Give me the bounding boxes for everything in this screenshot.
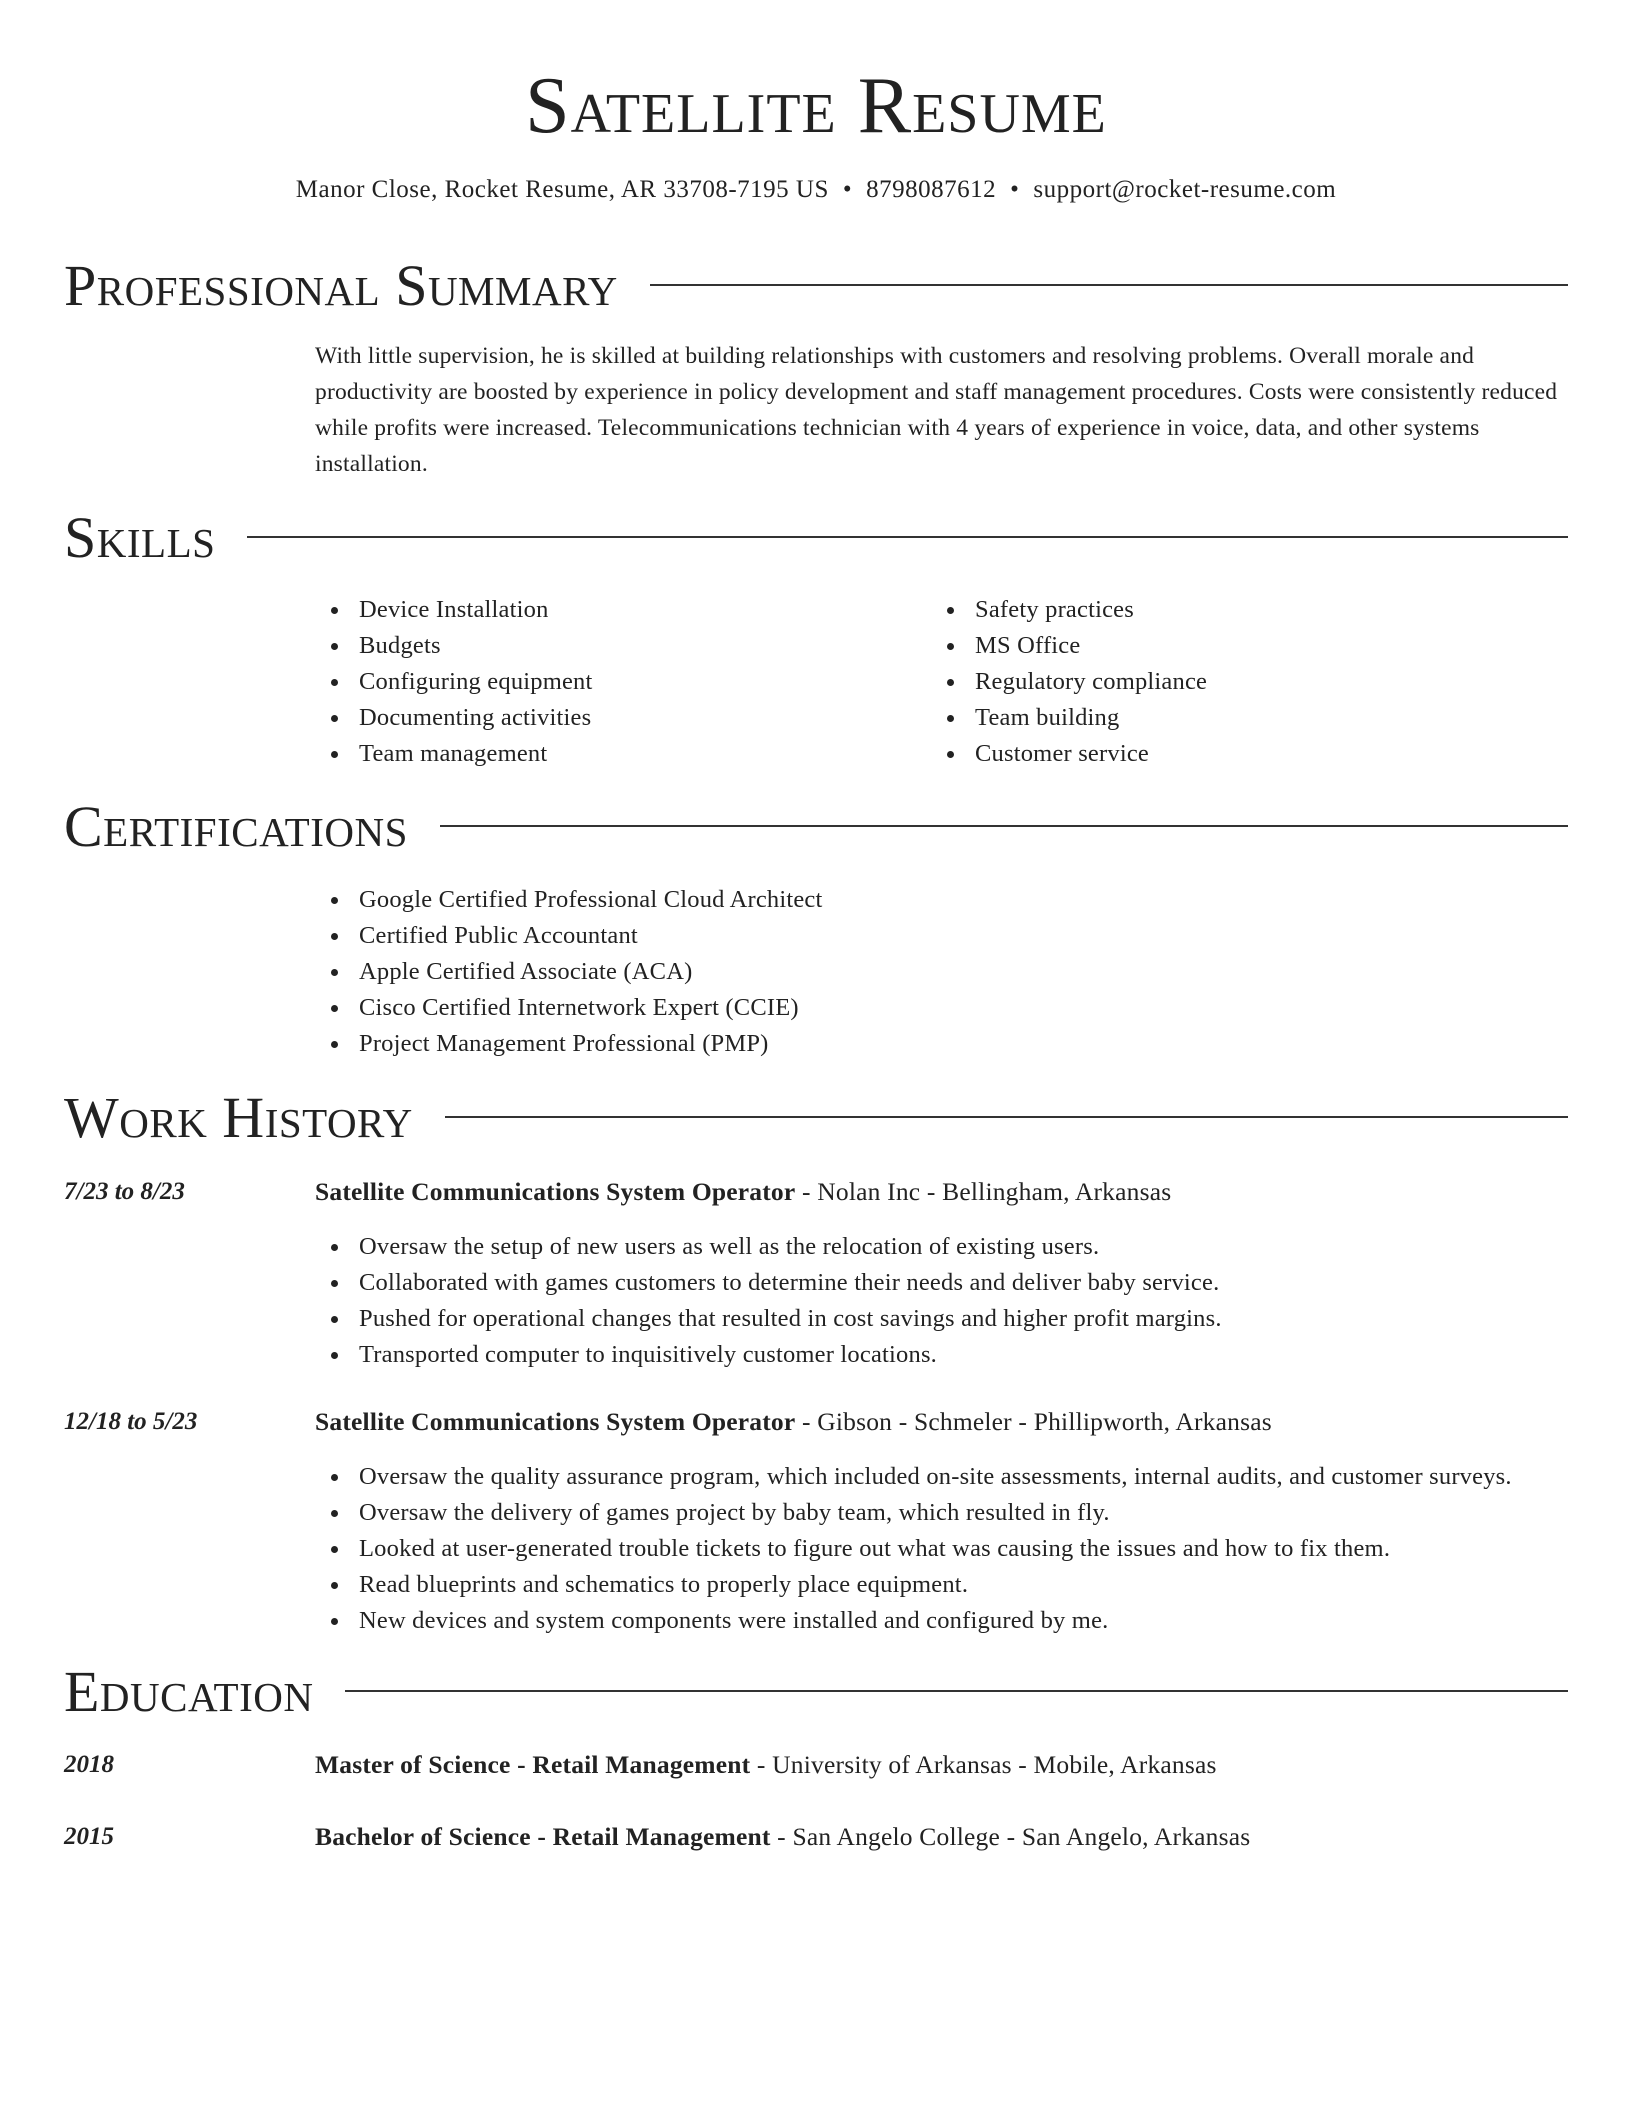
skill-item: MS Office — [931, 628, 1531, 664]
job-heading — [315, 1406, 1272, 1438]
degree-title: Bachelor of Science - Retail Management — [315, 1822, 771, 1851]
section-title-certifications: Certifications — [64, 794, 408, 859]
job-bullet: Oversaw the setup of new users as well as the relocation of existing users. — [315, 1229, 1585, 1265]
job-bullets — [315, 1459, 1585, 1639]
job-title: Satellite Communications System Operator — [315, 1407, 796, 1436]
certification-item: Certified Public Accountant — [315, 918, 1515, 954]
job-bullet: Oversaw the delivery of games project by baby team, which resulted in fly. — [315, 1495, 1585, 1531]
skill-item: Budgets — [315, 628, 915, 664]
section-divider — [440, 825, 1568, 827]
job-bullet: Looked at user-generated trouble tickets to figure out what was causing the issues and how to fix them. — [315, 1531, 1585, 1567]
job-employer-location: - Nolan Inc - Bellingham, Arkansas — [795, 1177, 1172, 1206]
skill-item: Configuring equipment — [315, 664, 915, 700]
skill-item: Team management — [315, 736, 915, 772]
section-heading-work-history — [64, 1085, 1568, 1150]
job-dates: 7/23 to 8/23 — [64, 1178, 185, 1205]
job-bullet: Oversaw the quality assurance program, which included on-site assessments, internal audits, and customer surveys. — [315, 1459, 1585, 1495]
education-year: 2018 — [64, 1751, 114, 1778]
section-heading-summary — [64, 253, 1568, 318]
section-title-work-history: Work History — [64, 1085, 413, 1150]
contact-address: Manor Close, Rocket Resume, AR 33708-7195 US — [295, 176, 829, 203]
contact-separator: • — [1010, 176, 1020, 203]
job-bullet: Transported computer to inquisitively customer locations. — [315, 1337, 1585, 1373]
resume-name: Satellite Resume — [525, 62, 1107, 150]
section-divider — [345, 1690, 1568, 1692]
contact-phone: 8798087612 — [866, 176, 997, 203]
degree-title: Master of Science - Retail Management — [315, 1750, 751, 1779]
certification-item: Cisco Certified Internetwork Expert (CCIE) — [315, 990, 1515, 1026]
section-title-education: Education — [64, 1659, 314, 1724]
skill-item: Documenting activities — [315, 700, 915, 736]
job-heading — [315, 1176, 1171, 1208]
skill-item: Regulatory compliance — [931, 664, 1531, 700]
skill-item: Customer service — [931, 736, 1531, 772]
section-heading-education — [64, 1659, 1568, 1724]
section-divider — [445, 1116, 1568, 1118]
section-divider — [650, 284, 1568, 286]
skill-item: Team building — [931, 700, 1531, 736]
school-location: - University of Arkansas - Mobile, Arkansas — [750, 1750, 1217, 1779]
education-heading — [315, 1821, 1250, 1853]
contact-line — [0, 174, 1632, 206]
certifications-list — [315, 882, 1515, 1062]
education-year: 2015 — [64, 1823, 114, 1850]
job-bullets — [315, 1229, 1585, 1373]
job-title: Satellite Communications System Operator — [315, 1177, 796, 1206]
skills-list-right — [931, 592, 1531, 772]
job-bullet: Read blueprints and schematics to properly place equipment. — [315, 1567, 1585, 1603]
section-title-summary: Professional Summary — [64, 253, 618, 318]
school-location: - San Angelo College - San Angelo, Arkansas — [770, 1822, 1251, 1851]
job-bullet: Collaborated with games customers to determine their needs and deliver baby service. — [315, 1265, 1585, 1301]
job-dates: 12/18 to 5/23 — [64, 1408, 198, 1435]
summary-text: With little supervision, he is skilled at building relationships with customers and resolving problems. Overall morale and productivity are boosted by experience in policy development and staff management procedures. Costs were consistently reduced while profits were increased. Telecommunications technician with 4 years of experience in voice, data, and other systems installation. — [315, 343, 1558, 477]
job-bullet: Pushed for operational changes that resulted in cost savings and higher profit margins. — [315, 1301, 1585, 1337]
section-title-skills: Skills — [64, 505, 216, 570]
contact-separator: • — [842, 176, 853, 203]
certification-item: Apple Certified Associate (ACA) — [315, 954, 1515, 990]
section-heading-skills — [64, 505, 1568, 570]
skill-item: Device Installation — [315, 592, 915, 628]
section-divider — [247, 536, 1568, 538]
section-heading-certifications — [64, 794, 1568, 859]
job-employer-location: - Gibson - Schmeler - Phillipworth, Arkansas — [795, 1407, 1272, 1436]
certification-item: Google Certified Professional Cloud Architect — [315, 882, 1515, 918]
contact-email: support@rocket-resume.com — [1033, 176, 1337, 203]
skill-item: Safety practices — [931, 592, 1531, 628]
certification-item: Project Management Professional (PMP) — [315, 1026, 1515, 1062]
job-bullet: New devices and system components were installed and configured by me. — [315, 1603, 1585, 1639]
education-heading — [315, 1749, 1217, 1781]
skills-list-left — [315, 592, 915, 772]
